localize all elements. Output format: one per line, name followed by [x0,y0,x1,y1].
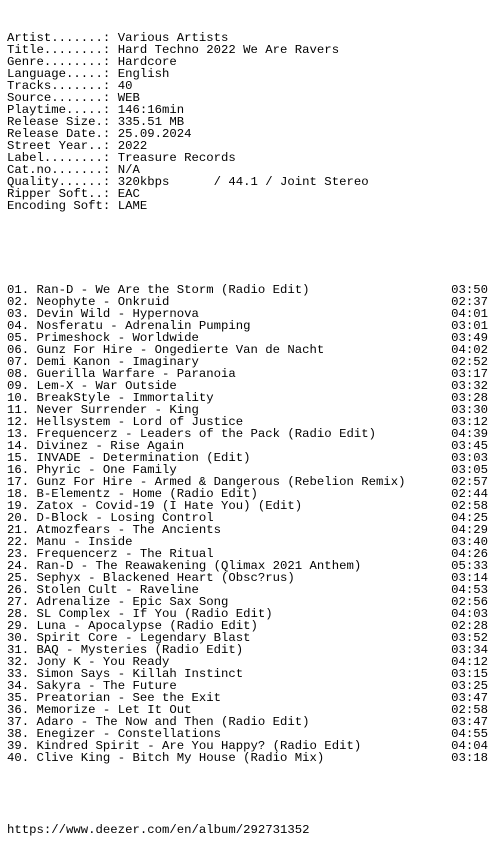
track-duration: 04:39 [451,427,488,441]
track-title: 20. D-Block - Losing Control [7,512,214,524]
track-row [7,692,491,704]
track-title: 39. Kindred Spirit - Are You Happy? (Radio Edit) [7,740,362,752]
track-row [7,284,491,296]
track-duration: 03:01 [451,319,488,333]
track-title: 14. Divinez - Rise Again [7,440,185,452]
release-info-document [7,8,491,848]
track-title: 02. Neophyte - Onkruid [7,296,170,308]
track-row [7,344,491,356]
track-duration: 03:15 [451,667,488,681]
track-title: 07. Demi Kanon - Imaginary [7,356,199,368]
track-title: 21. Atmozfears - The Ancients [7,524,222,536]
section-spacer [7,788,491,800]
track-duration: 03:49 [451,331,488,345]
track-duration: 02:57 [451,475,488,489]
track-duration: 03:50 [451,283,488,297]
track-duration: 02:44 [451,487,488,501]
track-title: 01. Ran-D - We Are the Storm (Radio Edit) [7,284,310,296]
track-duration: 03:17 [451,367,488,381]
track-title: 23. Frequencerz - The Ritual [7,548,214,560]
track-duration: 03:14 [451,571,488,585]
metadata-line: Genre........: Hardcore [7,55,177,69]
track-title: 16. Phyric - One Family [7,464,177,476]
track-row [7,452,491,464]
metadata-line: Encoding Soft: LAME [7,199,148,213]
track-duration: 02:37 [451,295,488,309]
track-duration: 03:40 [451,535,488,549]
track-title: 15. INVADE - Determination (Edit) [7,452,251,464]
track-duration: 03:47 [451,715,488,729]
track-row [7,380,491,392]
metadata-line: Ripper Soft..: EAC [7,187,140,201]
track-title: 31. BAQ - Mysteries (Radio Edit) [7,644,244,656]
tracklist [7,284,491,764]
track-duration: 04:55 [451,727,488,741]
metadata-line: Language.....: English [7,67,170,81]
track-row [7,440,491,452]
track-duration: 02:58 [451,703,488,717]
track-duration: 04:29 [451,523,488,537]
metadata-line: Label........: Treasure Records [7,151,236,165]
track-row [7,524,491,536]
track-row [7,356,491,368]
track-row [7,488,491,500]
track-duration: 03:32 [451,379,488,393]
section-spacer [7,236,491,260]
track-row [7,548,491,560]
track-row [7,404,491,416]
track-title: 38. Enegizer - Constellations [7,728,222,740]
track-row [7,320,491,332]
track-title: 18. B-Elementz - Home (Radio Edit) [7,488,258,500]
track-duration: 02:28 [451,619,488,633]
track-duration: 03:45 [451,439,488,453]
track-title: 04. Nosferatu - Adrenalin Pumping [7,320,251,332]
track-title: 08. Guerilla Warfare - Paranoia [7,368,236,380]
track-duration: 02:56 [451,595,488,609]
metadata-line: Release Size.: 335.51 MB [7,115,185,129]
track-row [7,572,491,584]
track-duration: 03:05 [451,463,488,477]
track-row [7,428,491,440]
track-row [7,716,491,728]
metadata-line: Release Date.: 25.09.2024 [7,127,192,141]
metadata-line: Street Year..: 2022 [7,139,148,153]
metadata-line: Artist.......: Various Artists [7,31,229,45]
track-title: 06. Gunz For Hire - Ongedierte Van de Nacht [7,344,325,356]
track-row [7,608,491,620]
track-row [7,584,491,596]
metadata-line: Source.......: WEB [7,91,140,105]
track-row [7,308,491,320]
track-row [7,332,491,344]
track-duration: 03:18 [451,751,488,765]
album-url[interactable]: https://www.deezer.com/en/album/292731352 [7,823,310,837]
track-duration: 03:03 [451,451,488,465]
track-row [7,752,491,764]
track-row [7,656,491,668]
track-row [7,476,491,488]
track-duration: 02:58 [451,499,488,513]
track-title: 17. Gunz For Hire - Armed & Dangerous (Rebelion Remix) [7,476,406,488]
track-duration: 04:25 [451,511,488,525]
track-row [7,680,491,692]
track-duration: 04:03 [451,607,488,621]
track-title: 26. Stolen Cult - Raveline [7,584,199,596]
track-duration: 03:28 [451,391,488,405]
track-title: 12. Hellsystem - Lord of Justice [7,416,244,428]
track-row [7,536,491,548]
track-row [7,740,491,752]
metadata-line: Quality......: 320kbps / 44.1 / Joint Stereo [7,175,369,189]
track-title: 34. Sakyra - The Future [7,680,177,692]
track-duration: 03:30 [451,403,488,417]
release-metadata-block [7,32,491,212]
track-row [7,296,491,308]
track-row [7,632,491,644]
track-duration: 04:12 [451,655,488,669]
track-row [7,668,491,680]
track-duration: 04:04 [451,739,488,753]
metadata-line: Playtime.....: 146:16min [7,103,185,117]
track-row [7,620,491,632]
track-duration: 03:25 [451,679,488,693]
track-row [7,512,491,524]
track-row [7,464,491,476]
track-title: 25. Sephyx - Blackened Heart (Obsc?rus) [7,572,295,584]
track-title: 40. Clive King - Bitch My House (Radio Mix) [7,752,325,764]
track-title: 03. Devin Wild - Hypernova [7,308,199,320]
track-duration: 03:34 [451,643,488,657]
track-title: 27. Adrenalize - Epic Sax Song [7,596,229,608]
track-row [7,560,491,572]
track-duration: 04:01 [451,307,488,321]
track-row [7,704,491,716]
track-title: 11. Never Surrender - King [7,404,199,416]
track-duration: 03:52 [451,631,488,645]
track-row [7,596,491,608]
track-title: 30. Spirit Core - Legendary Blast [7,632,251,644]
track-title: 37. Adaro - The Now and Then (Radio Edit) [7,716,310,728]
track-duration: 03:12 [451,415,488,429]
track-title: 28. SL Complex - If You (Radio Edit) [7,608,273,620]
track-title: 19. Zatox - Covid-19 (I Hate You) (Edit) [7,500,303,512]
track-row [7,368,491,380]
track-row [7,500,491,512]
track-title: 13. Frequencerz - Leaders of the Pack (Radio Edit) [7,428,376,440]
track-title: 32. Jony K - You Ready [7,656,170,668]
track-duration: 04:53 [451,583,488,597]
track-row [7,392,491,404]
track-title: 35. Preatorian - See the Exit [7,692,222,704]
track-row [7,728,491,740]
track-title: 33. Simon Says - Killah Instinct [7,668,244,680]
track-title: 29. Luna - Apocalypse (Radio Edit) [7,620,258,632]
track-row [7,644,491,656]
metadata-line: Title........: Hard Techno 2022 We Are Ravers [7,43,340,57]
track-duration: 04:26 [451,547,488,561]
metadata-line: Tracks.......: 40 [7,79,133,93]
track-title: 05. Primeshock - Worldwide [7,332,199,344]
track-title: 22. Manu - Inside [7,536,133,548]
track-duration: 04:02 [451,343,488,357]
track-duration: 03:47 [451,691,488,705]
track-row [7,416,491,428]
track-title: 36. Memorize - Let It Out [7,704,192,716]
track-duration: 05:33 [451,559,488,573]
track-duration: 02:52 [451,355,488,369]
track-title: 10. BreakStyle - Immortality [7,392,214,404]
track-title: 24. Ran-D - The Reawakening (Qlimax 2021 Anthem) [7,560,362,572]
track-title: 09. Lem-X - War Outside [7,380,177,392]
metadata-line: Cat.no.......: N/A [7,163,140,177]
